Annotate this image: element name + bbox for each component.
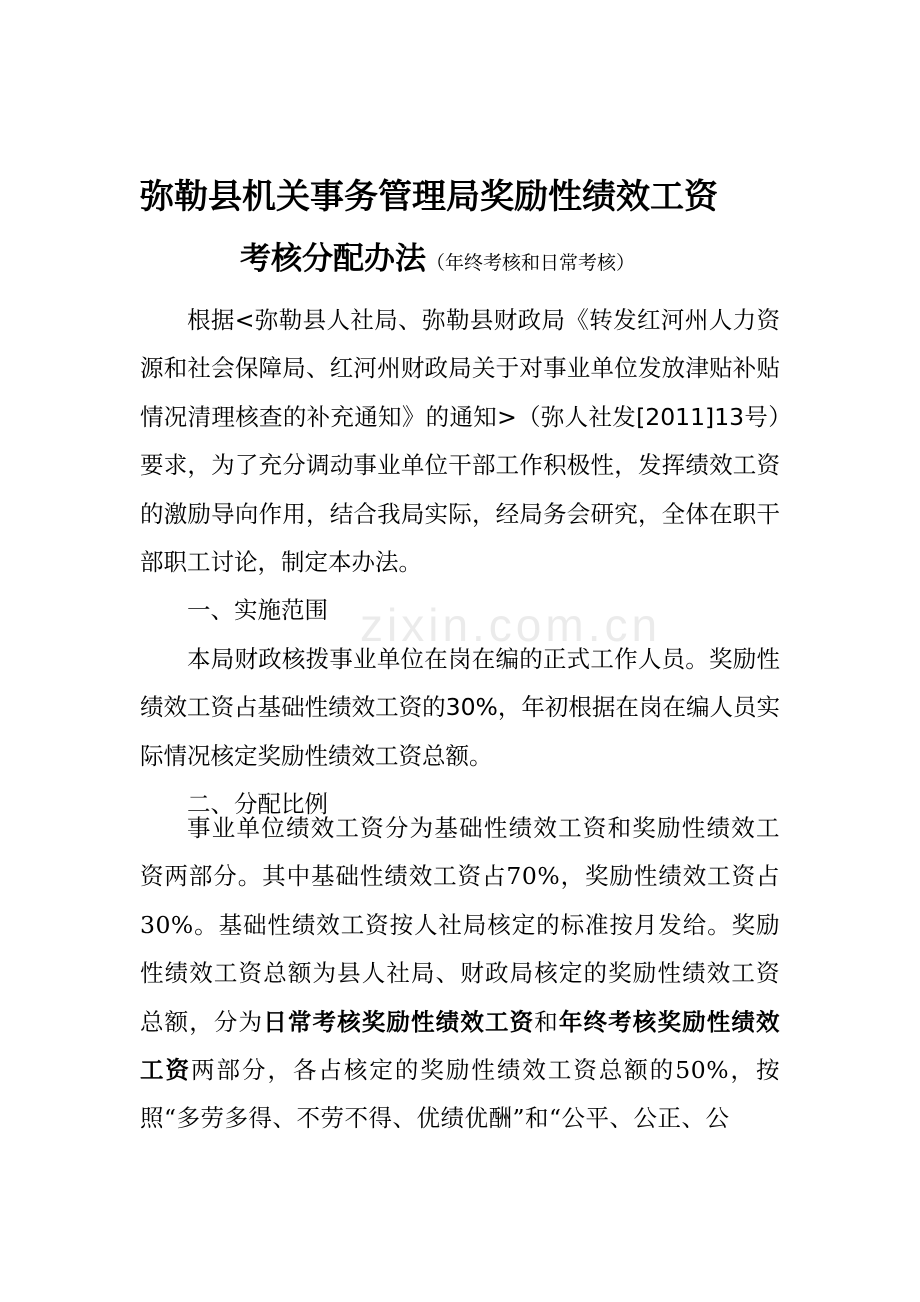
section1-paragraph: 本局财政核拨事业单位在岗在编的正式工作人员。奖励性绩效工资占基础性绩效工资的30%，年初根据在岗在编人员实际情况核定奖励性绩效工资总额。 xyxy=(140,644,780,770)
document-subtitle-note: （年终考核和日常考核） xyxy=(426,252,636,274)
document-subtitle-main: 考核分配办法 xyxy=(240,241,426,277)
section2-heading: 二、分配比例 xyxy=(187,790,328,819)
section2-text-part2: 两部分，各占核定的奖励性绩效工资总额的50%，按照“多劳多得、不劳不得、优绩优酬”和“公平、公正、公 xyxy=(140,1056,781,1133)
section2-text-part1: 事业单位绩效工资分为基础性绩效工资和奖励性绩效工资两部分。其中基础性绩效工资占70%，奖励性绩效工资占30%。基础性绩效工资按人社局核定的标准按月发给。奖励性绩效工资总额为县人社局、财政局核定的奖励性绩效工资总额，分为 xyxy=(140,814,780,1036)
section1-heading: 一、实施范围 xyxy=(187,596,328,625)
section2-paragraph xyxy=(140,804,780,1143)
document-body xyxy=(140,296,780,828)
section2-bold-daily: 日常考核奖励性绩效工资 xyxy=(263,1007,535,1036)
document-subtitle xyxy=(240,234,800,289)
watermark: zixin.com.cn xyxy=(360,599,662,651)
section2-bold-annual: 年终考核奖励性绩效工资 xyxy=(140,1007,781,1085)
section2-text-and: 和 xyxy=(534,1007,559,1036)
section2-body xyxy=(140,804,780,1143)
intro-paragraph: 根据<弥勒县人社局、弥勒县财政局《转发红河州人力资源和社会保障局、红河州财政局关于对事业单位发放津贴补贴情况清理核查的补充通知》的通知>（弥人社发[2011]13号）要求，为了充分调动事业单位干部工作积极性，发挥绩效工资的激励导向作用，结合我局实际，经局务会研究，全体在职干部职工讨论，制定本办法。 xyxy=(140,306,780,577)
document-title: 弥勒县机关事务管理局奖励性绩效工资 xyxy=(140,177,718,217)
